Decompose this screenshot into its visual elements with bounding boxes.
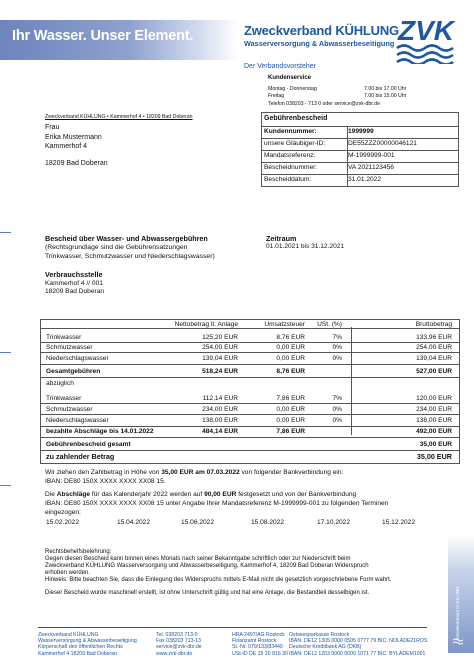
org-name: Zweckverband KÜHLUNG [244, 23, 399, 38]
termin-date: 15.12.2022 [382, 519, 416, 526]
footer-col-bank: Ostseesparkasse Rostock IBAN: DE12 1305 0000 0505 0777 79 BIC: NOLADE21ROS Deutsche Kreditbank AG (DKB) IBAN: DE12 1203 0000 0000 1071 77 BIC: BYLADEM1001 [289, 632, 428, 657]
verbrauchsstelle-title: Verbrauchsstelle [45, 270, 103, 279]
cell-ust: 0,00 EUR [276, 355, 305, 362]
hours-time: 7.00 bis 17.00 Uhr [364, 86, 407, 92]
table-row-label: Trinkwasser [46, 395, 82, 402]
recipient-line: Frau [45, 124, 60, 131]
wave-icon [453, 637, 463, 645]
cell-netto: 139,04 EUR [202, 355, 238, 362]
abschlag-text: Die Abschläge für das Kalenderjahr 2022 werden auf 90,00 EUR festgesetzt und von der Bankverbindung [45, 491, 357, 498]
payment-text: Wir ziehen den Zahlbetrag in Höhe von 35,00 EUR am 07.03.2022 von folgender Bankverbindung ein: [45, 469, 344, 476]
bescheid-subtitle: (Rechtsgrundlage sind die Gebührensatzungen [45, 244, 188, 251]
abschlag-iban: IBAN: DE80 150X XXXX XXXX XX08 15 unter Angabe Ihrer Mandatsreferenz M-1999999-001 zu folgenden Terminen [45, 500, 389, 507]
bescheid-subtitle: Trinkwasser, Schmutzwasser und Niederschlagswasser) [45, 253, 215, 260]
gesamt-label: Gesamtgebühren [46, 368, 101, 375]
cell-netto: 254,00 EUR [202, 344, 238, 351]
verbrauchsstelle-line: Kammerhof 4 // 001 [45, 280, 103, 287]
org-subtitle: Wasserversorgung & Abwasserbeseitigung [244, 39, 395, 48]
fold-mark [0, 352, 11, 353]
cell-pct: 7% [332, 395, 342, 402]
cell-ust: 0,00 EUR [276, 344, 305, 351]
bescheid-gesamt-label: Gebührenbescheid gesamt [46, 441, 131, 448]
col-header-netto: Nettobetrag lt. Anlage [174, 321, 238, 328]
termin-date: 17.10.2022 [317, 519, 351, 526]
recipient-line: Kammerhof 4 [45, 143, 88, 150]
bezahlt-brutto: 492,00 EUR [416, 428, 452, 435]
termin-date: 15.04.2022 [117, 519, 151, 526]
bescheid-gesamt-brutto: 35,00 EUR [419, 441, 452, 448]
footer-divider [38, 627, 427, 628]
rechtsbehelf-text: Gegen diesen Bescheid kann binnen eines Monats nach seiner Bekanntgabe schriftlich oder zur Niederschrift beim [45, 556, 351, 562]
payment-iban: IBAN: DE80 150X XXXX XXXX XX08 15. [45, 478, 166, 485]
cell-brutto: 133,96 EUR [416, 334, 452, 341]
cell-pct: 0% [332, 355, 342, 362]
bezahlt-ust: 7,86 EUR [276, 428, 305, 435]
zeitraum-value: 01.01.2021 bis 31.12.2021 [266, 243, 345, 250]
table-row-label: Schmutzwasser [46, 344, 93, 351]
hours-time: 7.00 bis 15.00 Uhr [364, 93, 407, 99]
footer-col-contact: Tel. 038203 713-0 Fax 038203 713-13 service@zvk-dbr.de www.zvk-dbr.de [156, 632, 202, 657]
cell-brutto: 139,04 EUR [416, 355, 452, 362]
cell-ust: 7,86 EUR [276, 395, 305, 402]
termin-date: 15.06.2022 [181, 519, 215, 526]
abschlag-eingezogen: eingezogen: [45, 509, 81, 516]
cell-brutto: 138,00 EUR [416, 417, 452, 424]
cell-brutto: 234,00 EUR [416, 406, 452, 413]
bescheiddatum-label: Bescheiddatum: [264, 176, 312, 183]
vorsteher-label: Der Verbandsvorsteher [244, 63, 316, 70]
bescheidnummer-label: Bescheidnummer: [264, 164, 318, 171]
cell-netto: 234,00 EUR [202, 406, 238, 413]
zu-zahlen-label: zu zahlender Betrag [46, 452, 115, 461]
fold-mark [0, 485, 11, 486]
cell-netto: 138,00 EUR [202, 417, 238, 424]
verbrauchsstelle-line: 18209 Bad Doberan [45, 288, 105, 295]
table-row-label: Schmutzwasser [46, 406, 93, 413]
cell-pct: 0% [332, 417, 342, 424]
footer-col-register: HRA 2497/AG Rostock Finanzamt Rostock St.-Nr. 079/133/83449 USt-ID DE 15 20 816 30 [232, 632, 288, 657]
kundenservice-title: Kundenservice [268, 75, 312, 81]
kundennummer-value: 1999999 [348, 128, 374, 135]
gesamt-brutto: 527,00 EUR [416, 368, 452, 375]
table-row-label: Niederschlagswasser [46, 417, 109, 424]
cell-ust: 0,00 EUR [276, 417, 305, 424]
cell-netto: 125,20 EUR [202, 334, 238, 341]
hinweis-text: Hinweis: Bitte beachten Sie, dass die Einlegung des Widerspruchs mittels E-Mail nicht die gesetzlich vorgeschriebene Form wahrt. [45, 577, 392, 583]
cell-pct: 7% [332, 334, 342, 341]
rechtsbehelf-title: Rechtsbehelfsbelehrung: [45, 549, 112, 555]
kundennummer-label: Kundennummer: [264, 128, 317, 135]
cell-brutto: 254,00 EUR [416, 344, 452, 351]
cell-netto: 112,14 EUR [202, 395, 238, 402]
rechtsbehelf-text: erhoben werden. [45, 570, 91, 576]
side-gradient-strip [448, 535, 474, 653]
cell-ust: 0,00 EUR [276, 406, 305, 413]
mandatsreferenz-value: M-1999999-001 [348, 152, 395, 159]
fold-mark [0, 232, 11, 233]
hours-day: Freitag [268, 93, 285, 99]
bezahlt-label: bezahlte Abschläge bis 14.01.2022 [46, 428, 154, 435]
bescheiddatum-value: 31.01.2022 [348, 176, 382, 183]
mandatsreferenz-label: Mandatsreferenz: [264, 152, 316, 159]
table-row-label: Trinkwasser [46, 334, 82, 341]
gesamt-ust: 8,76 EUR [276, 368, 305, 375]
service-contact: Telefon 038203 - 713 0 oder service@zvk-dbr.de [268, 101, 380, 107]
cell-pct: 0% [332, 406, 342, 413]
sender-line: Zweckverband KÜHLUNG • Kammerhof 4 • 18209 Bad Doberan [45, 114, 193, 120]
abzueglich-label: abzüglich [46, 380, 74, 387]
maschinell-text: Dieser Bescheid wurde maschinell erstellt, ist ohne Unterschrift gültig und hat eine Anlage, die Bestandteil desselbigen ist. [45, 590, 370, 596]
rechtsbehelf-text: Zweckverband KÜHLUNG Wasserversorgung und Abwasserbeseitigung, Kammerhof 4, 18209 Bad Doberan Widerspruch [45, 563, 369, 569]
bescheid-title: Bescheid über Wasser- und Abwassergebühren [45, 234, 208, 243]
logo-text: ZVK [398, 15, 454, 46]
cell-ust: 8,76 EUR [276, 334, 305, 341]
gebuehrenbescheid-heading: Gebührenbescheid [264, 115, 328, 122]
cell-pct: 0% [332, 344, 342, 351]
col-header-brutto: Bruttobetrag [415, 321, 452, 328]
glaeubiger-id-value: DE55ZZZ00000046121 [348, 140, 417, 147]
zvk-logo [395, 12, 457, 64]
termin-date: 15.02.2022 [46, 519, 80, 526]
recipient-line: 18209 Bad Doberan [45, 160, 108, 167]
zu-zahlen-brutto: 35,00 EUR [416, 452, 452, 461]
footer-col-org: Zweckverband KÜHLUNG Wasserversorgung & Abwasserbeseitigung Körperschaft des öffentlichen Rechts Kammerhof 4 18209 Bad Doberan [38, 632, 137, 657]
recipient-line: Erika Mustermann [45, 134, 102, 141]
bescheidnummer-value: VA 2021123456 [348, 164, 394, 171]
table-row-label: Niederschlagswasser [46, 355, 109, 362]
glaeubiger-id-label: unsere Gläubiger-ID: [264, 140, 326, 147]
hours-day: Montag - Donnerstag [268, 86, 317, 92]
col-header-ust: Umsatzsteuer [264, 321, 305, 328]
side-org-text: Zweckverband KÜHLUNG [455, 586, 460, 640]
zeitraum-label: Zeitraum [266, 234, 297, 243]
cell-brutto: 120,00 EUR [416, 395, 452, 402]
bezahlt-netto: 484,14 EUR [202, 428, 238, 435]
col-header-pct: USt. (%) [317, 321, 342, 328]
slogan: Ihr Wasser. Unser Element. [12, 28, 194, 44]
termin-date: 15.08.2022 [251, 519, 285, 526]
gesamt-netto: 518,24 EUR [202, 368, 238, 375]
